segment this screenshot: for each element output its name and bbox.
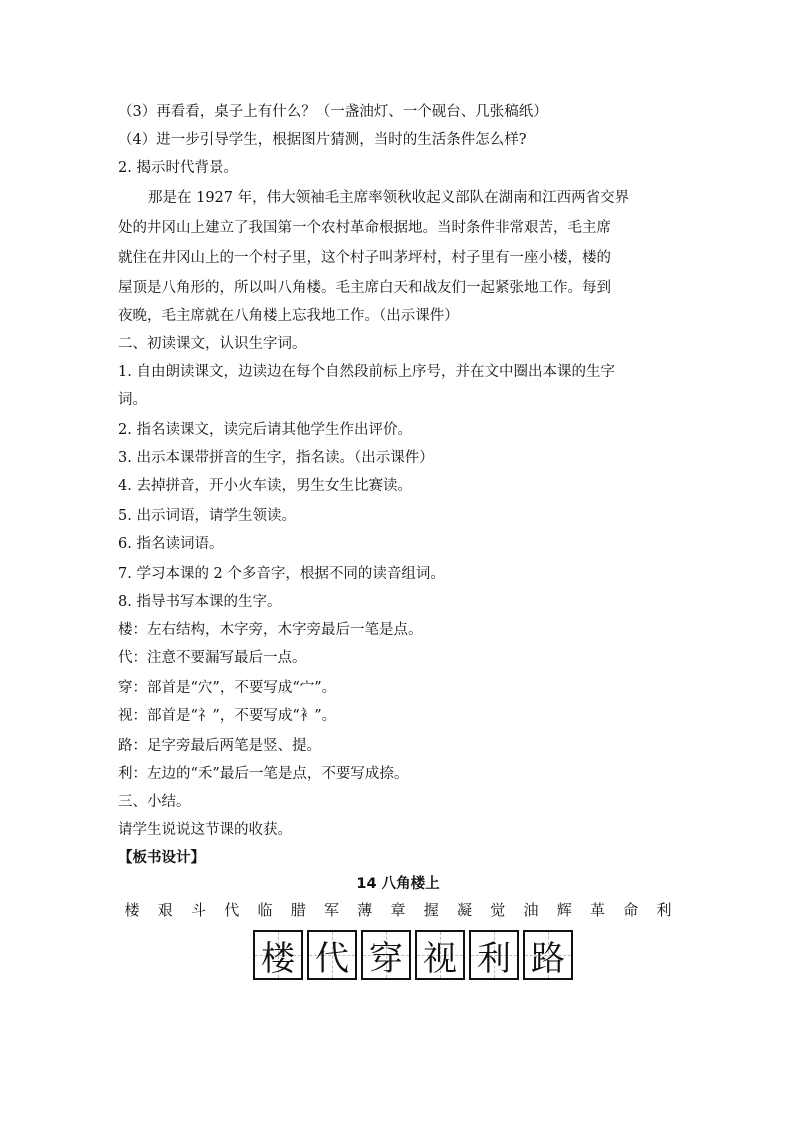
grid-character: 穿 — [369, 938, 403, 979]
character-item: 凝 — [456, 901, 472, 919]
text-line: 8. 指导书写本课的生字。 — [118, 594, 282, 610]
grid-cell — [523, 930, 573, 980]
text-line: 1. 自由朗读课文，边读边在每个自然段前标上序号，并在文中圈出本课的生字 — [118, 364, 615, 380]
character-item: 觉 — [490, 901, 506, 919]
character-item: 薄 — [357, 901, 373, 919]
character-item: 楼 — [124, 901, 140, 919]
text-line: 处的井冈山上建立了我国第一个农村革命根据地。当时条件非常艰苦，毛主席 — [118, 220, 611, 236]
character-item: 命 — [623, 901, 639, 919]
text-line: 请学生说说这节课的收获。 — [118, 822, 292, 838]
text-line: 利：左边的“禾”最后一笔是点，不要写成捺。 — [118, 766, 409, 782]
text-line: （4）进一步引导学生，根据图片猜测，当时的生活条件怎么样? — [118, 132, 527, 148]
text-line: 屋顶是八角形的，所以叫八角楼。毛主席白天和战友们一起紧张地工作。每到 — [118, 280, 611, 296]
character-item: 临 — [257, 901, 273, 919]
grid-character: 路 — [531, 938, 565, 979]
character-item: 握 — [423, 901, 439, 919]
text-line: 7. 学习本课的 2 个多音字，根据不同的读音组词。 — [118, 566, 445, 582]
character-item: 斗 — [190, 901, 206, 919]
text-line: 3. 出示本课带拼音的生字，指名读。（出示课件） — [118, 450, 434, 466]
character-item: 油 — [523, 901, 539, 919]
text-line: 楼：左右结构，木字旁，木字旁最后一笔是点。 — [118, 622, 423, 638]
text-line: 那是在 1927 年，伟大领袖毛主席率领秋收起义部队在湖南和江西两省交界 — [148, 190, 630, 206]
text-line: 三、小结。 — [118, 794, 191, 810]
grid-cell — [415, 930, 465, 980]
grid-character: 视 — [423, 938, 457, 979]
grid-cell — [307, 930, 357, 980]
text-line: 2. 揭示时代背景。 — [118, 160, 238, 176]
character-item: 利 — [656, 901, 672, 919]
character-item: 军 — [323, 901, 339, 919]
text-line: 词。 — [118, 392, 147, 408]
character-item: 革 — [589, 901, 605, 919]
text-line: 5. 出示词语，请学生领读。 — [118, 508, 296, 524]
grid-character: 代 — [315, 938, 349, 979]
character-item: 章 — [390, 901, 406, 919]
text-line: 4. 去掉拼音，开小火车读，男生女生比赛读。 — [118, 478, 412, 494]
text-line: 路：足字旁最后两笔是竖、提。 — [118, 738, 321, 754]
text-line: 就住在井冈山上的一个村子里，这个村子叫茅坪村，村子里有一座小楼，楼的 — [118, 250, 611, 266]
grid-cell — [469, 930, 519, 980]
character-item: 辉 — [556, 901, 572, 919]
grid-character: 楼 — [261, 938, 295, 979]
text-line: 6. 指名读词语。 — [118, 536, 224, 552]
text-line: 代：注意不要漏写最后一点。 — [118, 650, 307, 666]
character-item: 代 — [224, 901, 240, 919]
grid-cell — [253, 930, 303, 980]
text-line: 穿：部首是“穴”，不要写成“宀”。 — [118, 680, 337, 696]
text-line: 二、初读课文，认识生字词。 — [118, 336, 307, 352]
writing-grid — [253, 930, 573, 980]
board-title: 14 八角楼上 — [356, 876, 440, 892]
character-item: 腊 — [290, 901, 306, 919]
board-design-heading: 【板书设计】 — [118, 850, 205, 866]
grid-cell — [361, 930, 411, 980]
character-item: 艰 — [157, 901, 173, 919]
text-line: 视：部首是“礻”，不要写成“衤”。 — [118, 708, 337, 724]
grid-character: 利 — [477, 938, 511, 979]
text-line: 2. 指名读课文，读完后请其他学生作出评价。 — [118, 422, 412, 438]
character-list — [118, 898, 678, 922]
text-line: （3）再看看，桌子上有什么？（一盏油灯、一个砚台、几张稿纸） — [118, 104, 548, 120]
text-line: 夜晚，毛主席就在八角楼上忘我地工作。（出示课件） — [118, 308, 459, 324]
